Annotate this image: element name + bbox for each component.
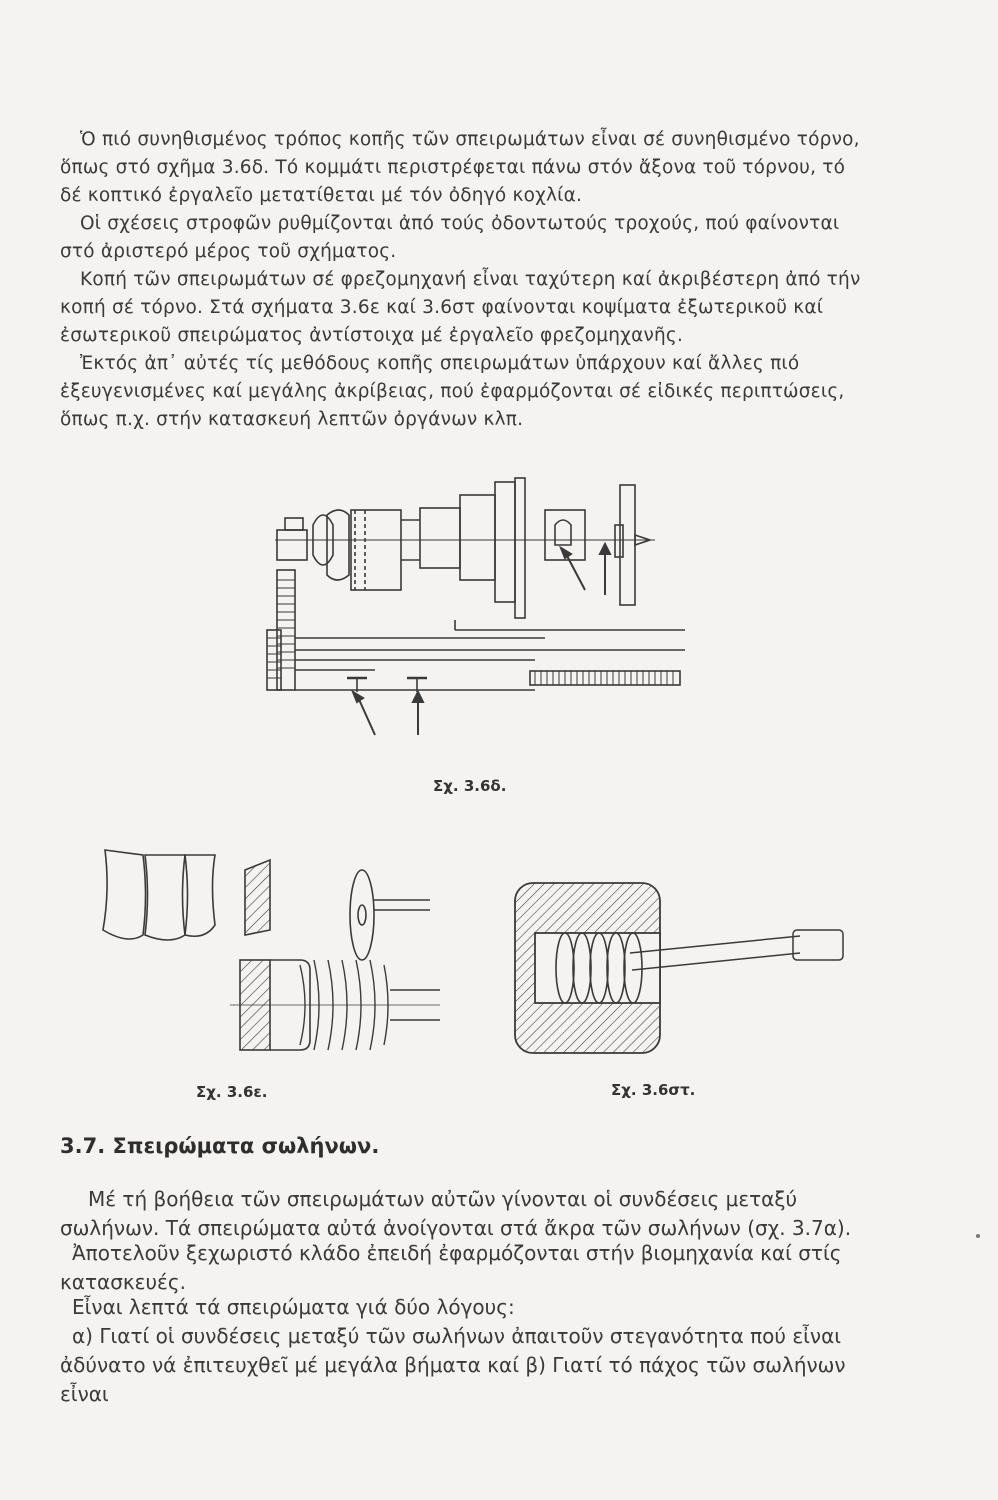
section-paragraph-intro: Μέ τή βοήθεια τῶν σπειρωμάτων αὐτῶν γίνονται οἱ συνδέσεις μεταξύ σωλήνων. Τά σπειρώματα αὐτά ἀνοίγονται στά ἄκρα τῶν σωλήνων (σχ. 3.7α). (60, 1187, 852, 1240)
fig-3-6st-caption: Σχ. 3.6στ. (611, 1081, 696, 1099)
paragraph-milling: Κοπή τῶν σπειρωμάτων σέ φρεζομηχανή εἶναι ταχύτερη καί ἀκριβέστερη ἀπό τήν κοπή σέ τόρνο. Στά σχήματα 3.6ε καί 3.6στ φαίνονται κοψίματα ἐξωτερικοῦ καί ἐσωτερικοῦ σπειρώματος ἀντίστοιχα μέ ἐργαλεῖο φρεζομηχανῆς. (60, 269, 861, 346)
section-heading: 3.7. Σπειρώματα σωλήνων. (60, 1134, 380, 1158)
section-paragraph-reasons: Εἶναι λεπτά τά σπειρώματα γιά δύο λόγους: (72, 1295, 515, 1319)
paragraph-lathe-cutting: Ὁ πιό συνηθισμένος τρόπος κοπῆς τῶν σπειρωμάτων εἶναι σέ συνηθισμένο τόρνο, ὅπως στό σχῆμα 3.6δ. Τό κομμάτι περιστρέφεται πάνω στόν ἄξονα τοῦ τόρνου, τό δέ κοπτικό ἐργαλεῖο μετατίθεται μέ τόν ὀδηγό κοχλία. (60, 129, 860, 206)
paragraph-gear-ratios: Οἱ σχέσεις στροφῶν ρυθμίζονται ἀπό τούς ὀδοντωτούς τροχούς, πού φαίνονται στό ἀριστερό μέρος τοῦ σχήματος. (60, 213, 840, 262)
internal-thread-figure (510, 878, 850, 1058)
section-paragraph-reason-a: α) Γιατί οἱ συνδέσεις μεταξύ τῶν σωλήνων ἀπαιτοῦν στεγανότητα πού εἶναι ἀδύνατο νά ἐπιτευχθεῖ μέ μεγάλα βήματα καί β) Γιατί τό πάχος τῶν σωλήνων εἶναι (60, 1324, 846, 1406)
lathe-figure (255, 470, 705, 760)
external-thread-figure (100, 840, 450, 1060)
fig-3-6e-caption: Σχ. 3.6ε. (196, 1083, 268, 1101)
section-paragraph-branch: Ἀποτελοῦν ξεχωριστό κλάδο ἐπειδή ἐφαρμόζονται στήν βιομηχανία καί στίς κατασκευές. (60, 1241, 842, 1294)
paragraph-other-methods: Ἐκτός ἀπ᾽ αὐτές τίς μεθόδους κοπῆς σπειρωμάτων ὑπάρχουν καί ἄλλες πιό ἐξευγενισμένες καί μεγάλης ἀκρίβειας, πού ἐφαρμόζονται σέ εἰδικές περιπτώσεις, ὅπως π.χ. στήν κατασκευή λεπτῶν ὀργάνων κλπ. (60, 353, 845, 430)
page-speck (976, 1234, 980, 1238)
fig-3-6d-caption: Σχ. 3.6δ. (433, 777, 507, 795)
